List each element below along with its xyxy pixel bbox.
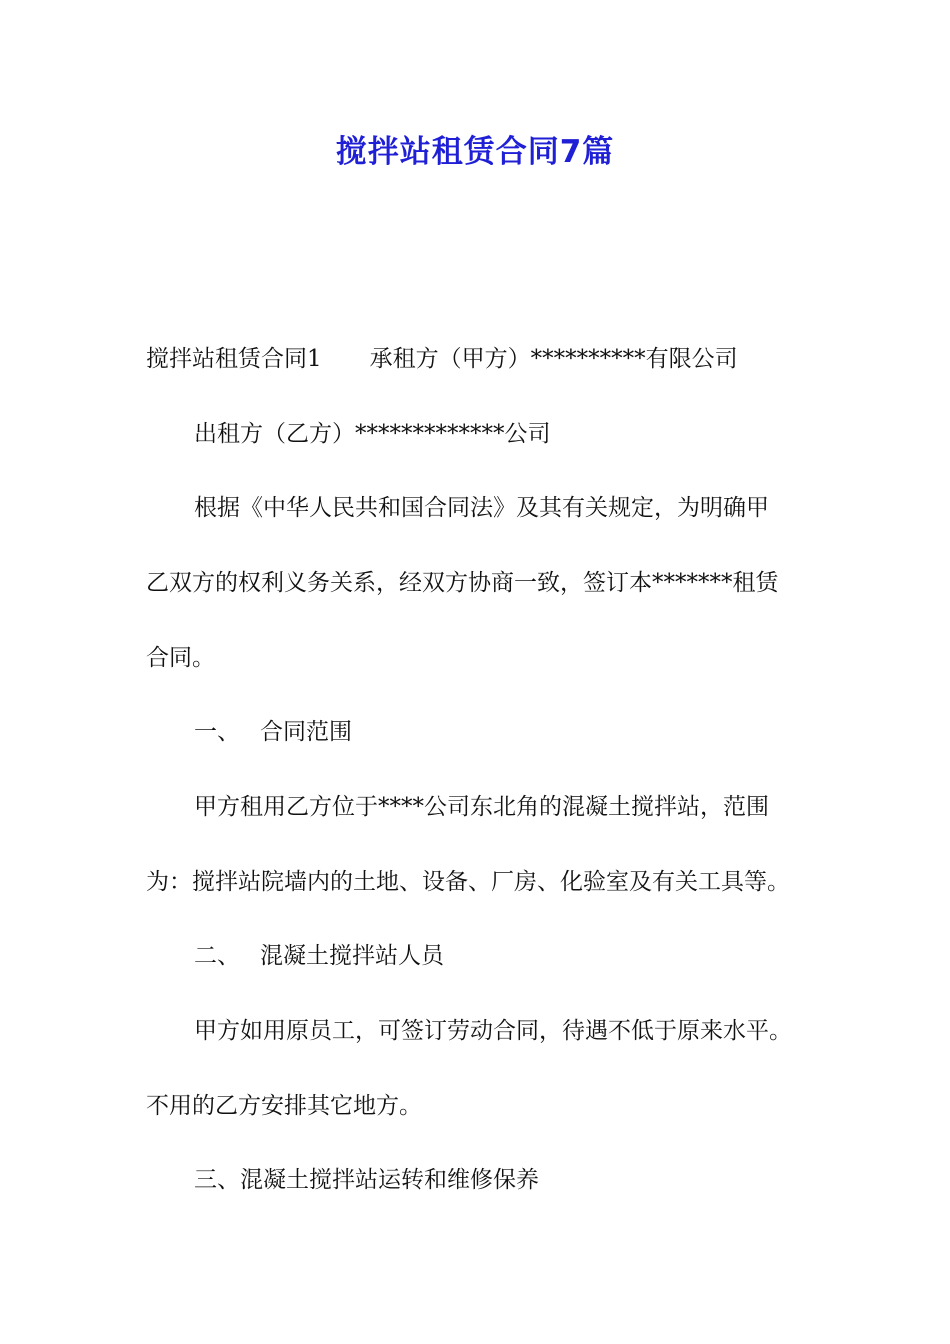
section-2-title: 混凝土搅拌站人员 [260, 943, 444, 969]
party-line-lessee [146, 343, 826, 375]
lessee-text: 承租方（甲方）**********有限公司 [369, 346, 738, 372]
section-2-heading [194, 940, 874, 972]
section-2-line-2: 不用的乙方安排其它地方。 [146, 1093, 422, 1119]
document-title: 搅拌站租赁合同7篇 [335, 134, 615, 170]
section-2-line-1: 甲方如用原员工，可签订劳动合同，待遇不低于原来水平。 [194, 1018, 792, 1044]
lessor-line: 出租方（乙方）*************公司 [194, 421, 551, 447]
section-1-line-1: 甲方租用乙方位于****公司东北角的混凝土搅拌站，范围 [194, 794, 769, 820]
section-2-number: 二、 [194, 943, 240, 969]
intro-line-3: 合同。 [146, 645, 215, 671]
section-1-heading [194, 716, 874, 748]
section-1-title: 合同范围 [260, 719, 352, 745]
intro-line-2: 乙双方的权利义务关系，经双方协商一致，签订本*******租赁 [146, 570, 779, 596]
contract-label: 搅拌站租赁合同1 [146, 346, 322, 372]
section-1-line-2: 为：搅拌站院墙内的土地、设备、厂房、化验室及有关工具等。 [146, 869, 790, 895]
intro-line-1: 根据《中华人民共和国合同法》及其有关规定，为明确甲 [194, 495, 769, 521]
section-1-number: 一、 [194, 719, 240, 745]
section-3-heading: 三、混凝土搅拌站运转和维修保养 [194, 1167, 539, 1193]
